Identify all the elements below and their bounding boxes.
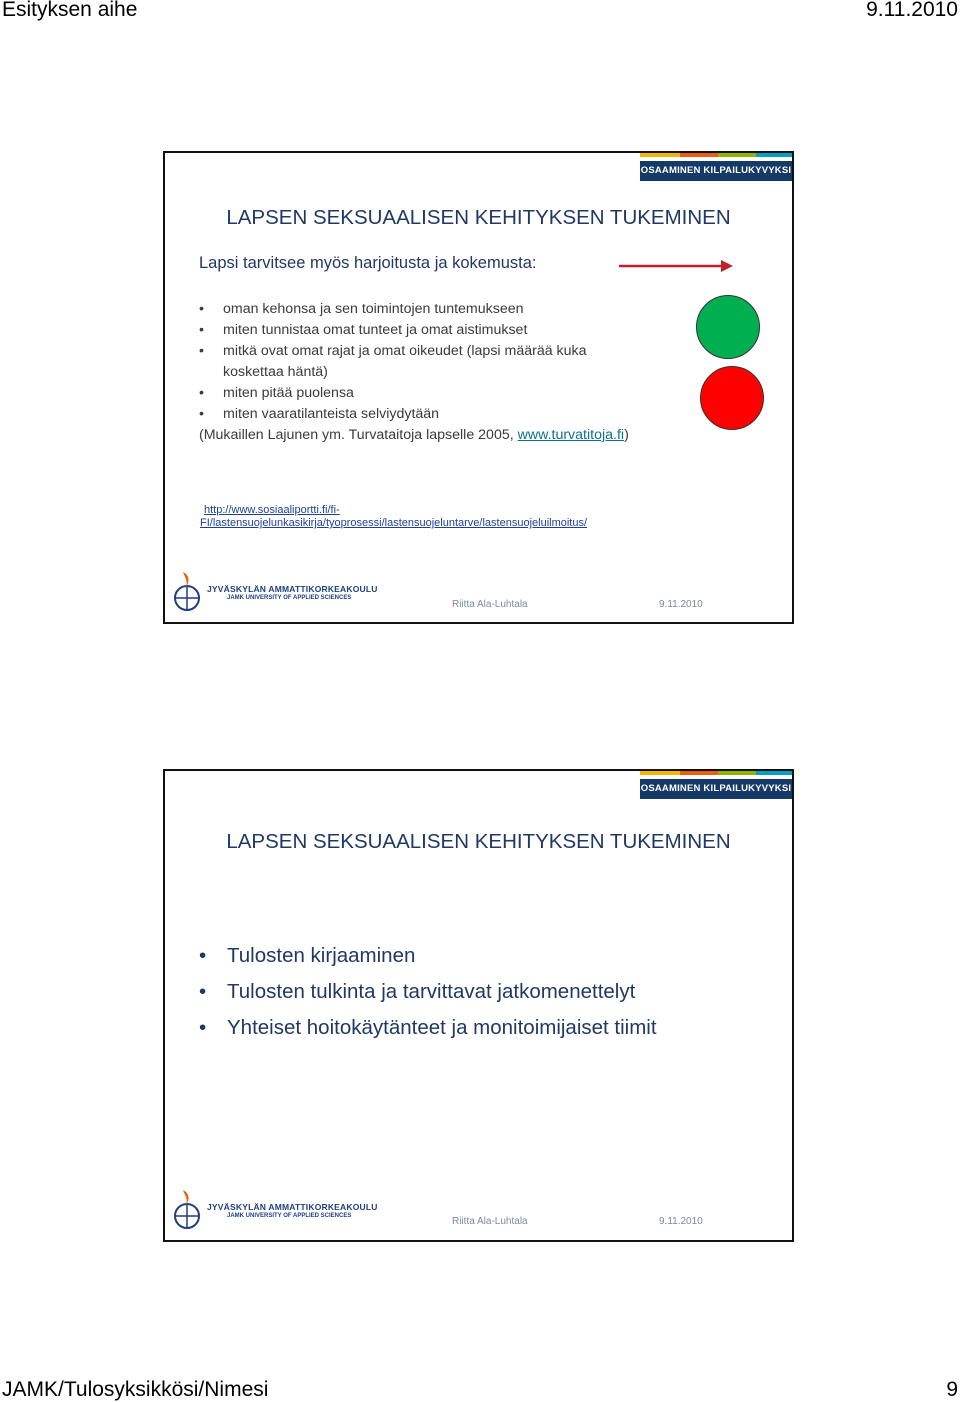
logo-name: JYVÄSKYLÄN AMMATTIKORKEAKOULU: [207, 1202, 378, 1212]
slide-title: LAPSEN SEKSUAALISEN KEHITYKSEN TUKEMINEN: [226, 830, 731, 853]
page-number: 9: [946, 1378, 958, 1401]
reference-link[interactable]: http://www.sosiaaliportti.fi/fi- FI/lastensuojelunkasikirja/tyoprosessi/lastensuojeluntarve/lastensuojeluilmoitus/: [200, 504, 588, 529]
page-header-date: 9.11.2010: [866, 0, 958, 21]
logo-name: JYVÄSKYLÄN AMMATTIKORKEAKOULU: [207, 584, 378, 594]
steps-list: [199, 938, 657, 1046]
list-item: • Yhteiset hoitokäytänteet ja monitoimijaiset tiimit: [199, 1016, 657, 1039]
list-item: • oman kehonsa ja sen toimintojen tuntemukseen: [199, 301, 524, 317]
jamk-logo: [173, 1188, 378, 1232]
logo-subname: JAMK UNIVERSITY OF APPLIED SCIENCES: [227, 1213, 352, 1219]
citation: (Mukaillen Lajunen ym. Turvataitoja lapselle 2005, www.turvatitoja.fi): [199, 427, 629, 443]
list-item: • miten vaaratilanteista selviydytään: [199, 406, 440, 422]
skills-list: [199, 299, 587, 425]
list-item: • mitkä ovat omat rajat ja omat oikeudet (lapsi määrää kuka: [199, 343, 587, 359]
red-circle: [700, 366, 764, 430]
slide-2: [163, 769, 794, 1242]
jamk-emblem-icon: [173, 1188, 203, 1230]
slide-footer-author: Riitta Ala-Luhtala: [452, 1216, 528, 1227]
jamk-logo: [173, 570, 378, 614]
list-item: • Tulosten tulkinta ja tarvittavat jatkomenettelyt: [199, 980, 636, 1003]
slide-1: [163, 151, 794, 624]
banner-stripes: [640, 771, 792, 779]
list-item-continuation: koskettaa häntä): [223, 364, 328, 380]
jamk-emblem-icon: [173, 570, 203, 612]
page-footer-path: JAMK/Tulosyksikkösi/Nimesi: [2, 1378, 269, 1401]
banner-stripes: [640, 153, 792, 161]
slide-footer-date: 9.11.2010: [659, 599, 703, 610]
citation-link[interactable]: www.turvatitoja.fi: [517, 427, 625, 443]
slide-subtitle: Lapsi tarvitsee myös harjoitusta ja kokemusta:: [199, 254, 537, 272]
page-header-title: Esityksen aihe: [2, 0, 138, 21]
slide-footer-author: Riitta Ala-Luhtala: [452, 599, 528, 610]
green-circle: [696, 295, 760, 359]
logo-subname: JAMK UNIVERSITY OF APPLIED SCIENCES: [227, 595, 352, 601]
slide-footer-date: 9.11.2010: [659, 1216, 703, 1227]
brand-banner: OSAAMINEN KILPAILUKYVYKSI: [640, 779, 792, 799]
list-item: • Tulosten kirjaaminen: [199, 944, 416, 967]
list-item: • miten tunnistaa omat tunteet ja omat aistimukset: [199, 322, 528, 338]
slide-title: LAPSEN SEKSUAALISEN KEHITYKSEN TUKEMINEN: [226, 206, 731, 229]
arrow-right-icon: [619, 259, 735, 273]
brand-banner: OSAAMINEN KILPAILUKYVYKSI: [640, 161, 792, 181]
list-item: • miten pitää puolensa: [199, 385, 354, 401]
